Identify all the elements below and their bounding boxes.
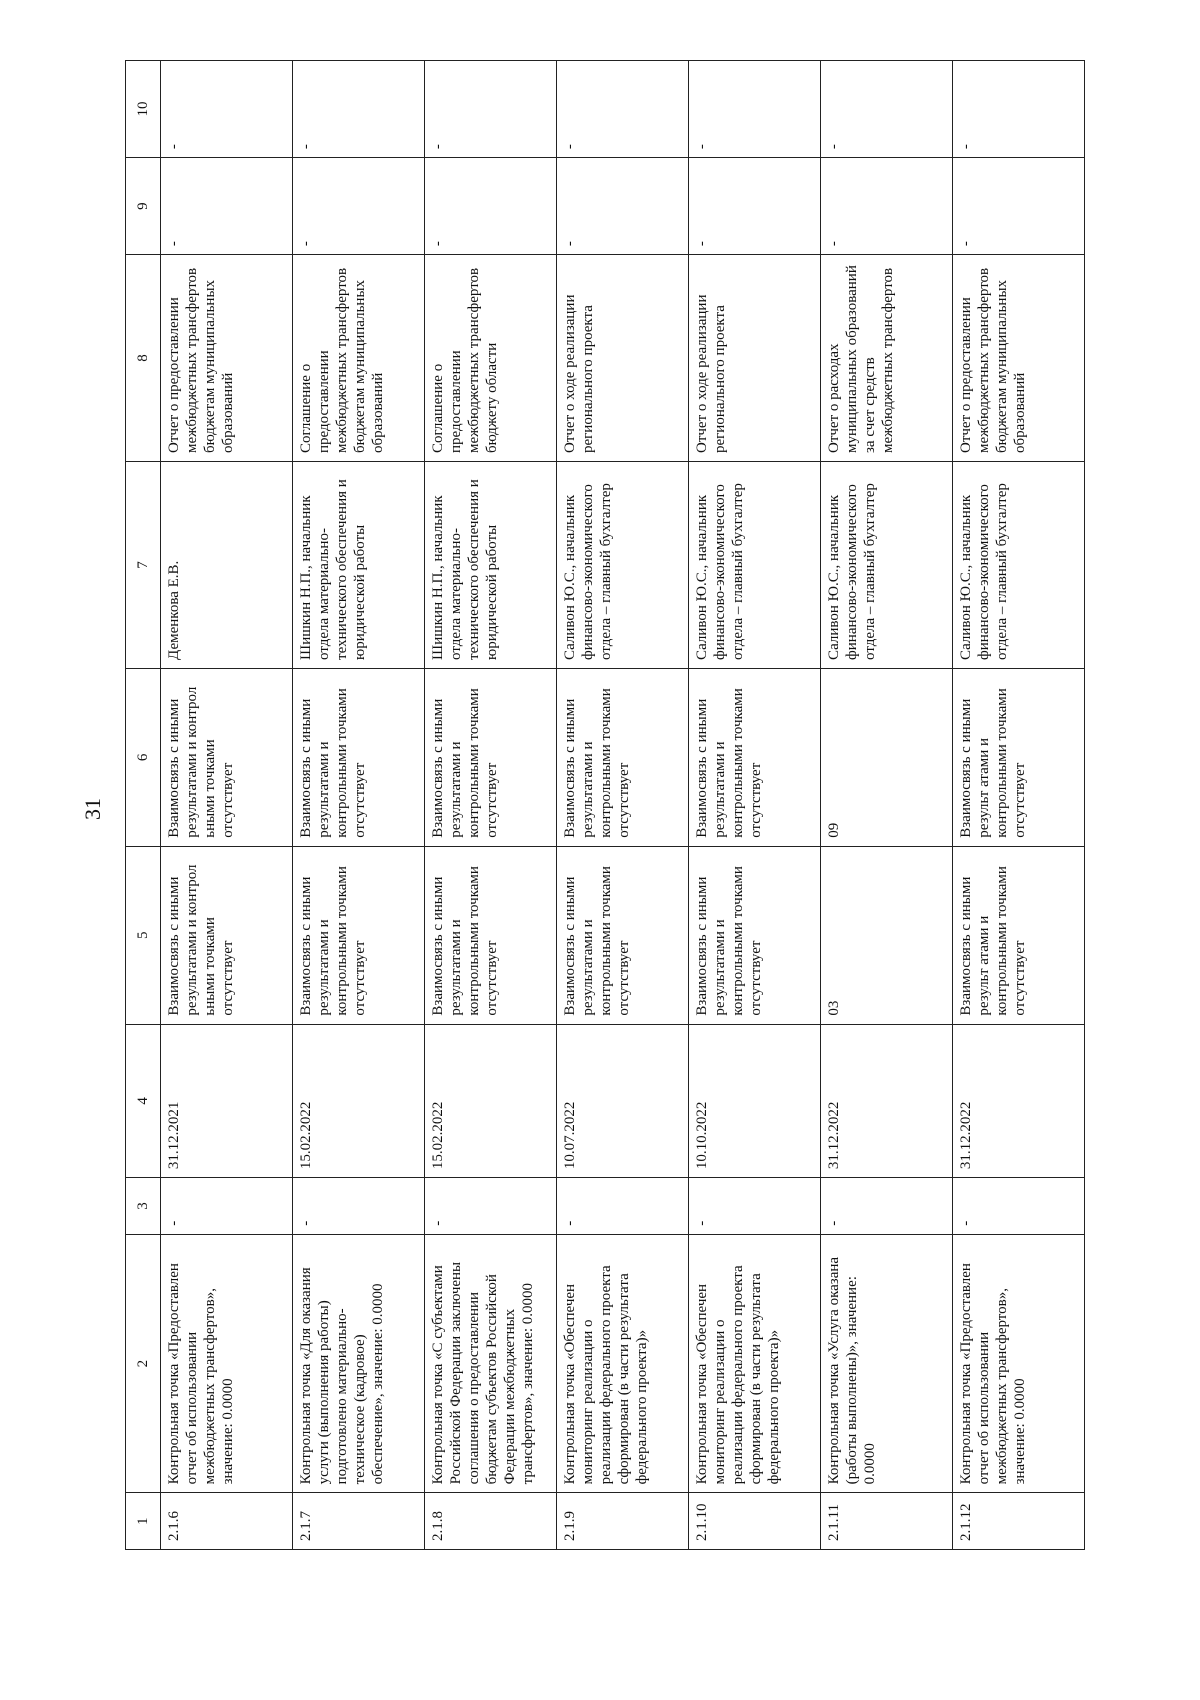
page-number: 31 <box>80 798 105 820</box>
col6-value: 09 <box>821 668 953 846</box>
row-id: 2.1.9 <box>557 1493 689 1550</box>
col3-value: - <box>557 1178 689 1235</box>
col6-value: Взаимосвязь с иными результатами и контрольными точками отсутствует <box>293 668 425 846</box>
table-row <box>293 61 425 1550</box>
row-id: 2.1.7 <box>293 1493 425 1550</box>
col9-value: - <box>557 158 689 255</box>
col6-value: Взаимосвязь с иными результатами и контрол ьными точками отсутствует <box>161 668 293 846</box>
deadline-date: 31.12.2022 <box>953 1024 1085 1178</box>
col6-value: Взаимосвязь с иными результатами и контрольными точками отсутствует <box>425 668 557 846</box>
col10-value: - <box>557 61 689 158</box>
result-document: Соглашение о предоставлении межбюджетных трансфертов бюджету области <box>425 255 557 462</box>
responsible-person: Шишкин Н.П., начальник отдела материально-технического обеспечения и юридической работы <box>293 462 425 669</box>
deadline-date: 15.02.2022 <box>425 1024 557 1178</box>
responsible-person: Саливон Ю.С., начальник финансово-экономического отдела – главный бухгалтер <box>689 462 821 669</box>
deadline-date: 10.07.2022 <box>557 1024 689 1178</box>
table-row <box>425 61 557 1550</box>
rotated-page-content <box>125 60 1085 1550</box>
column-header-3: 3 <box>126 1178 161 1235</box>
table-row <box>161 61 293 1550</box>
responsible-person: Шишкин Н.П., начальник отдела материально-технического обеспечения и юридической работы <box>425 462 557 669</box>
control-point-name: Контрольная точка «Обеспечен мониторинг реализации о реализации федерального проекта сформирован (в части результата федерального проекта)» <box>689 1234 821 1493</box>
deadline-date: 10.10.2022 <box>689 1024 821 1178</box>
col6-value: Взаимосвязь с иными результатами и контрольными точками отсутствует <box>557 668 689 846</box>
col3-value: - <box>161 1178 293 1235</box>
control-point-name: Контрольная точка «Предоставлен отчет об использовании межбюджетных трансфертов», значение: 0.0000 <box>161 1234 293 1493</box>
control-point-name: Контрольная точка «Обеспечен мониторинг реализации о реализации федерального проекта сформирован (в части результата федерального проекта)» <box>557 1234 689 1493</box>
result-document: Отчет о ходе реализации регионального проекта <box>689 255 821 462</box>
col3-value: - <box>953 1178 1085 1235</box>
col9-value: - <box>293 158 425 255</box>
table-row <box>557 61 689 1550</box>
col9-value: - <box>425 158 557 255</box>
table-row <box>689 61 821 1550</box>
control-points-table <box>125 60 1085 1550</box>
row-id: 2.1.6 <box>161 1493 293 1550</box>
col10-value: - <box>689 61 821 158</box>
col5-value: Взаимосвязь с иными результатами и контрол ьными точками отсутствует <box>161 846 293 1024</box>
result-document: Отчет о расходах муниципальных образований за счет средств межбюджетных трансфертов <box>821 255 953 462</box>
column-header-4: 4 <box>126 1024 161 1178</box>
control-point-name: Контрольная точка «Услуга оказана (работы выполнены)», значение: 0.0000 <box>821 1234 953 1493</box>
col6-value: Взаимосвязь с иными результ атами и контрольными точками отсутствует <box>953 668 1085 846</box>
col6-value: Взаимосвязь с иными результатами и контрольными точками отсутствует <box>689 668 821 846</box>
table-row <box>953 61 1085 1550</box>
col5-value: Взаимосвязь с иными результатами и контрольными точками отсутствует <box>425 846 557 1024</box>
responsible-person: Саливон Ю.С., начальник финансово-экономического отдела – главный бухгалтер <box>557 462 689 669</box>
responsible-person: Саливон Ю.С., начальник финансово-экономического отдела – главный бухгалтер <box>821 462 953 669</box>
col9-value: - <box>821 158 953 255</box>
col3-value: - <box>689 1178 821 1235</box>
row-id: 2.1.8 <box>425 1493 557 1550</box>
column-header-6: 6 <box>126 668 161 846</box>
result-document: Отчет о предоставлении межбюджетных трансфертов бюджетам муниципальных образований <box>953 255 1085 462</box>
col5-value: Взаимосвязь с иными результ атами и контрольными точками отсутствует <box>953 846 1085 1024</box>
column-header-10: 10 <box>126 61 161 158</box>
result-document: Отчет о ходе реализации регионального проекта <box>557 255 689 462</box>
column-header-5: 5 <box>126 846 161 1024</box>
col5-value: Взаимосвязь с иными результатами и контрольными точками отсутствует <box>293 846 425 1024</box>
control-point-name: Контрольная точка «Для оказания услуги (выполнения работы) подготовлено материально-техническое (кадровое) обеспечение», значение: 0.0000 <box>293 1234 425 1493</box>
col10-value: - <box>425 61 557 158</box>
column-header-7: 7 <box>126 462 161 669</box>
col10-value: - <box>293 61 425 158</box>
col9-value: - <box>689 158 821 255</box>
col10-value: - <box>953 61 1085 158</box>
col10-value: - <box>821 61 953 158</box>
responsible-person: Деменкова Е.В. <box>161 462 293 669</box>
column-header-9: 9 <box>126 158 161 255</box>
table-header-row <box>126 61 161 1550</box>
col10-value: - <box>161 61 293 158</box>
col3-value: - <box>425 1178 557 1235</box>
row-id: 2.1.11 <box>821 1493 953 1550</box>
result-document: Соглашение о предоставлении межбюджетных трансфертов бюджетам муниципальных образований <box>293 255 425 462</box>
col3-value: - <box>293 1178 425 1235</box>
row-id: 2.1.10 <box>689 1493 821 1550</box>
col3-value: - <box>821 1178 953 1235</box>
control-point-name: Контрольная точка «Предоставлен отчет об использовании межбюджетных трансфертов», значение: 0.0000 <box>953 1234 1085 1493</box>
col5-value: Взаимосвязь с иными результатами и контрольными точками отсутствует <box>557 846 689 1024</box>
column-header-8: 8 <box>126 255 161 462</box>
col9-value: - <box>161 158 293 255</box>
column-header-2: 2 <box>126 1234 161 1493</box>
col5-value: 03 <box>821 846 953 1024</box>
result-document: Отчет о предоставлении межбюджетных трансфертов бюджетам муниципальных образований <box>161 255 293 462</box>
column-header-1: 1 <box>126 1493 161 1550</box>
col5-value: Взаимосвязь с иными результатами и контрольными точками отсутствует <box>689 846 821 1024</box>
deadline-date: 31.12.2022 <box>821 1024 953 1178</box>
deadline-date: 15.02.2022 <box>293 1024 425 1178</box>
col9-value: - <box>953 158 1085 255</box>
deadline-date: 31.12.2021 <box>161 1024 293 1178</box>
control-point-name: Контрольная точка «С субъектами Российской Федерации заключены соглашения о предоставлении бюджетам субъектов Российской Федерации межбюджетных трансфертов», значение: 0.0000 <box>425 1234 557 1493</box>
responsible-person: Саливон Ю.С., начальник финансово-экономического отдела – главный бухгалтер <box>953 462 1085 669</box>
table-row <box>821 61 953 1550</box>
row-id: 2.1.12 <box>953 1493 1085 1550</box>
